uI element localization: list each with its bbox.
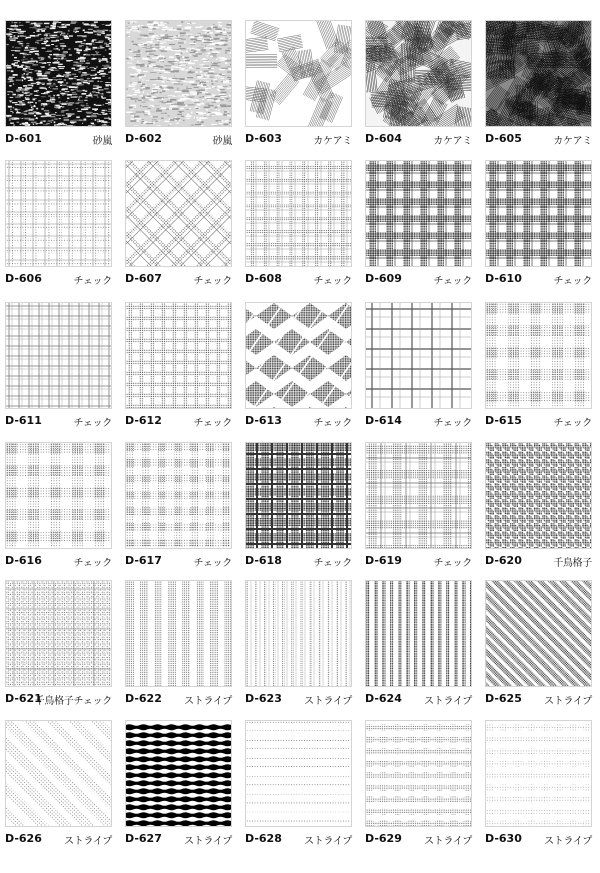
swatch-caption [5, 554, 112, 570]
swatch-caption [485, 272, 592, 288]
swatch-caption [245, 414, 352, 430]
pattern-swatch-check-lines [5, 302, 112, 409]
swatch-caption [365, 132, 472, 148]
swatch-card-d-606[interactable] [5, 160, 112, 288]
swatch-code: D-605 [485, 132, 522, 145]
swatch-caption [365, 554, 472, 570]
swatch-code: D-626 [5, 832, 42, 845]
pattern-swatch-noise-light [125, 20, 232, 127]
swatch-label: チェック [73, 558, 112, 569]
swatch-code: D-620 [485, 554, 522, 567]
swatch-label: ストライプ [64, 836, 112, 847]
swatch-code: D-619 [365, 554, 402, 567]
pattern-swatch-tartan-dark [245, 442, 352, 549]
swatch-code: D-628 [245, 832, 282, 845]
swatch-label: ストライプ [184, 696, 232, 707]
pattern-swatch-check-fine-thin [5, 160, 112, 267]
swatch-card-d-627[interactable] [125, 720, 232, 848]
swatch-label: ストライプ [424, 836, 472, 847]
swatch-code: D-603 [245, 132, 282, 145]
swatch-code: D-627 [125, 832, 162, 845]
swatch-caption [245, 692, 352, 708]
swatch-code: D-608 [245, 272, 282, 285]
swatch-caption [125, 272, 232, 288]
pattern-swatch-check-fine [245, 160, 352, 267]
swatch-code: D-622 [125, 692, 162, 705]
swatch-label: チェック [433, 558, 472, 569]
swatch-card-d-612[interactable] [125, 302, 232, 430]
swatch-code: D-621 [5, 692, 42, 705]
swatch-caption [485, 132, 592, 148]
swatch-label: チェック [433, 418, 472, 429]
swatch-caption [5, 832, 112, 848]
swatch-label: カケアミ [313, 136, 352, 147]
swatch-label: ストライプ [304, 836, 352, 847]
pattern-swatch-wave-faint [485, 720, 592, 827]
swatch-label: カケアミ [553, 136, 592, 147]
swatch-label: カケアミ [433, 136, 472, 147]
swatch-label: 砂嵐 [212, 136, 232, 147]
swatch-code: D-623 [245, 692, 282, 705]
pattern-swatch-wave-bold [125, 720, 232, 827]
pattern-swatch-houndstooth [485, 442, 592, 549]
pattern-swatch-stripe-vert-wide [125, 580, 232, 687]
pattern-swatch-hatch-sparse [245, 20, 352, 127]
swatch-caption [245, 832, 352, 848]
swatch-code: D-630 [485, 832, 522, 845]
swatch-card-d-616[interactable] [5, 442, 112, 570]
pattern-swatch-stripe-horiz-thin [245, 720, 352, 827]
swatch-card-d-626[interactable] [5, 720, 112, 848]
pattern-swatch-stripe-vert-bold [365, 580, 472, 687]
swatch-label: チェック [313, 558, 352, 569]
swatch-label: 千鳥格子チェック [34, 696, 112, 707]
swatch-caption [245, 554, 352, 570]
swatch-card-d-623[interactable] [245, 580, 352, 708]
swatch-card-d-614[interactable] [365, 302, 472, 430]
swatch-label: ストライプ [304, 696, 352, 707]
pattern-swatch-plaid [365, 442, 472, 549]
swatch-card-d-610[interactable] [485, 160, 592, 288]
swatch-label: ストライプ [184, 836, 232, 847]
pattern-swatch-gingham-large [5, 442, 112, 549]
swatch-label: ストライプ [424, 696, 472, 707]
swatch-caption [125, 132, 232, 148]
pattern-swatch-noise-dark [5, 20, 112, 127]
swatch-code: D-606 [5, 272, 42, 285]
pattern-swatch-hatch-medium [365, 20, 472, 127]
swatch-code: D-618 [245, 554, 282, 567]
pattern-swatch-gingham-large [485, 302, 592, 409]
pattern-swatch-check-bold [365, 160, 472, 267]
swatch-card-d-620[interactable] [485, 442, 592, 570]
swatch-label: ストライプ [544, 696, 592, 707]
swatch-caption [245, 272, 352, 288]
swatch-caption [485, 554, 592, 570]
swatch-caption [365, 272, 472, 288]
swatch-code: D-624 [365, 692, 402, 705]
swatch-label: チェック [433, 276, 472, 287]
swatch-caption [485, 832, 592, 848]
swatch-code: D-615 [485, 414, 522, 427]
swatch-code: D-617 [125, 554, 162, 567]
swatch-card-d-603[interactable] [245, 20, 352, 148]
swatch-caption [125, 414, 232, 430]
swatch-card-d-605[interactable] [485, 20, 592, 148]
swatch-card-d-602[interactable] [125, 20, 232, 148]
swatch-code: D-607 [125, 272, 162, 285]
swatch-caption [365, 832, 472, 848]
swatch-caption [5, 272, 112, 288]
swatch-code: D-616 [5, 554, 42, 567]
swatch-label: チェック [73, 418, 112, 429]
swatch-label: チェック [553, 418, 592, 429]
swatch-caption [125, 692, 232, 708]
swatch-card-d-601[interactable] [5, 20, 112, 148]
swatch-card-d-621[interactable] [5, 580, 112, 708]
swatch-caption [5, 692, 112, 708]
pattern-swatch-check-dense [125, 302, 232, 409]
swatch-code: D-609 [365, 272, 402, 285]
swatch-code: D-629 [365, 832, 402, 845]
swatch-code: D-602 [125, 132, 162, 145]
pattern-swatch-wave-light [365, 720, 472, 827]
pattern-swatch-stripe-vert-thin [245, 580, 352, 687]
pattern-swatch-gingham-small [125, 442, 232, 549]
swatch-label: 千鳥格子 [553, 558, 592, 569]
swatch-caption [365, 414, 472, 430]
swatch-label: チェック [193, 418, 232, 429]
pattern-swatch-check-diagonal [125, 160, 232, 267]
swatch-code: D-614 [365, 414, 402, 427]
pattern-swatch-hatch-dense [485, 20, 592, 127]
swatch-caption [365, 692, 472, 708]
swatch-card-d-618[interactable] [245, 442, 352, 570]
swatch-card-d-629[interactable] [365, 720, 472, 848]
swatch-label: チェック [553, 276, 592, 287]
swatch-card-d-604[interactable] [365, 20, 472, 148]
swatch-code: D-601 [5, 132, 42, 145]
swatch-card-d-619[interactable] [365, 442, 472, 570]
pattern-swatch-stripe-diag-fine [485, 580, 592, 687]
swatch-label: チェック [313, 276, 352, 287]
pattern-swatch-check-bold [485, 160, 592, 267]
swatch-code: D-604 [365, 132, 402, 145]
swatch-code: D-613 [245, 414, 282, 427]
swatch-code: D-611 [5, 414, 42, 427]
swatch-caption [5, 132, 112, 148]
swatch-label: 砂嵐 [92, 136, 112, 147]
swatch-caption [245, 132, 352, 148]
swatch-caption [125, 832, 232, 848]
swatch-card-d-630[interactable] [485, 720, 592, 848]
swatch-card-d-607[interactable] [125, 160, 232, 288]
swatch-card-d-611[interactable] [5, 302, 112, 430]
swatch-card-d-625[interactable] [485, 580, 592, 708]
swatch-card-d-609[interactable] [365, 160, 472, 288]
swatch-label: チェック [193, 558, 232, 569]
swatch-card-d-624[interactable] [365, 580, 472, 708]
swatch-card-d-615[interactable] [485, 302, 592, 430]
swatch-label: チェック [193, 276, 232, 287]
swatch-caption [485, 692, 592, 708]
swatch-label: ストライプ [544, 836, 592, 847]
swatch-caption [125, 554, 232, 570]
swatch-card-d-608[interactable] [245, 160, 352, 288]
pattern-swatch-argyle [245, 302, 352, 409]
swatch-label: チェック [313, 418, 352, 429]
swatch-code: D-625 [485, 692, 522, 705]
swatch-label: チェック [73, 276, 112, 287]
swatch-code: D-610 [485, 272, 522, 285]
pattern-swatch-stripe-diag-wide [5, 720, 112, 827]
pattern-swatch-houndstooth-check [5, 580, 112, 687]
swatch-card-d-613[interactable] [245, 302, 352, 430]
swatch-code: D-612 [125, 414, 162, 427]
pattern-swatch-check-sparse [365, 302, 472, 409]
swatch-card-d-622[interactable] [125, 580, 232, 708]
swatch-card-d-617[interactable] [125, 442, 232, 570]
swatch-caption [485, 414, 592, 430]
swatch-card-d-628[interactable] [245, 720, 352, 848]
swatch-caption [5, 414, 112, 430]
